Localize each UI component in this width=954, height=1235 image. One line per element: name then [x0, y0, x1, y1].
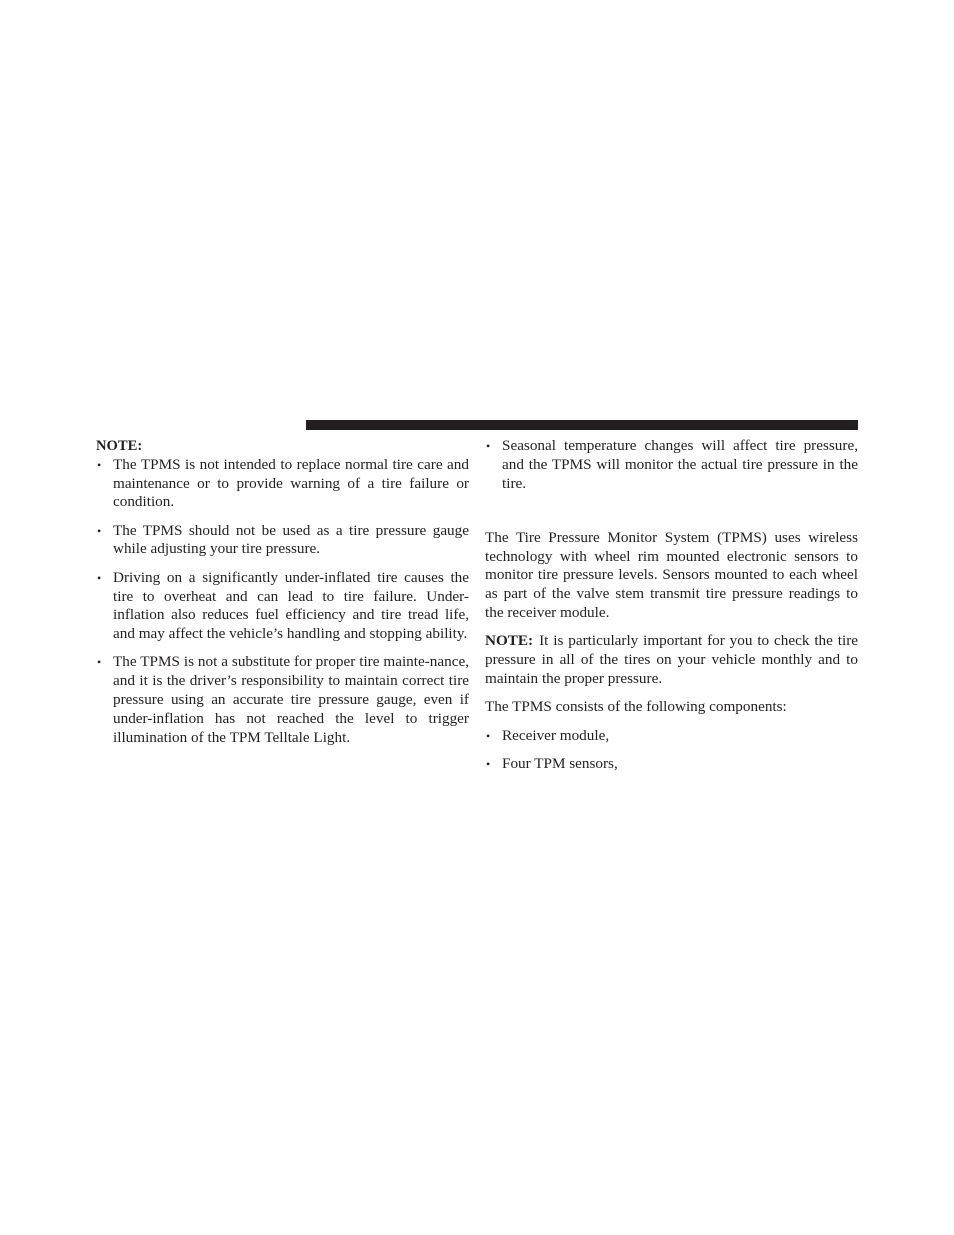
note-heading: NOTE: [96, 438, 143, 454]
note-paragraph [485, 632, 858, 688]
bullet-icon: • [97, 655, 102, 670]
list-item: • The TPMS is not intended to replace normal tire care and maintenance or to provide warning of a tire failure or condition. [97, 455, 469, 511]
bullet-icon: • [97, 457, 102, 472]
list-item: • The TPMS should not be used as a tire pressure gauge while adjusting your tire pressure. [97, 521, 469, 558]
left-column [96, 437, 469, 757]
tpms-intro-paragraph: The Tire Pressure Monitor System (TPMS) uses wireless technology with wheel rim mounted electronic sensors to monitor tire pressure levels. Sensors mounted to each wheel as part of the valve stem transmit tire pressure readings to the receiver module. [485, 528, 858, 622]
right-column [485, 437, 858, 783]
components-intro: The TPMS consists of the following components: [485, 698, 787, 716]
note-text: It is particularly important for you to check the tire pressure in all of the tires on your vehicle monthly and to maintain the proper pressure. [485, 632, 858, 687]
components-list [485, 727, 858, 774]
note-label: NOTE: [485, 632, 534, 650]
bullet-icon: • [97, 523, 102, 538]
bullet-icon: • [486, 756, 491, 771]
bullet-icon: • [486, 439, 491, 453]
bullet-icon: • [97, 570, 102, 585]
bullet-icon: • [486, 728, 491, 743]
list-item: • Seasonal temperature changes will affect tire pressure, and the TPMS will monitor the actual tire pressure in the tire. [486, 437, 858, 492]
note-bullet-list [96, 456, 469, 748]
section-header-bar [306, 420, 858, 430]
list-item: • Driving on a significantly under-inflated tire causes the tire to overheat and can lead to tire failure. Under-inflation also reduces fuel efficiency and tire tread life, and may affect the vehicle’s handling and stopping ability. [97, 568, 469, 643]
list-item: • Four TPM sensors, [486, 754, 618, 772]
list-item: • The TPMS is not a substitute for proper tire mainte-nance, and it is the driver’s responsibility to maintain correct tire pressure using an accurate tire pressure gauge, even if under-inflation has not reached the level to trigger illumination of the TPM Telltale Light. [97, 653, 469, 746]
seasonal-bullet-list [485, 437, 858, 493]
list-item: • Receiver module, [486, 726, 610, 744]
